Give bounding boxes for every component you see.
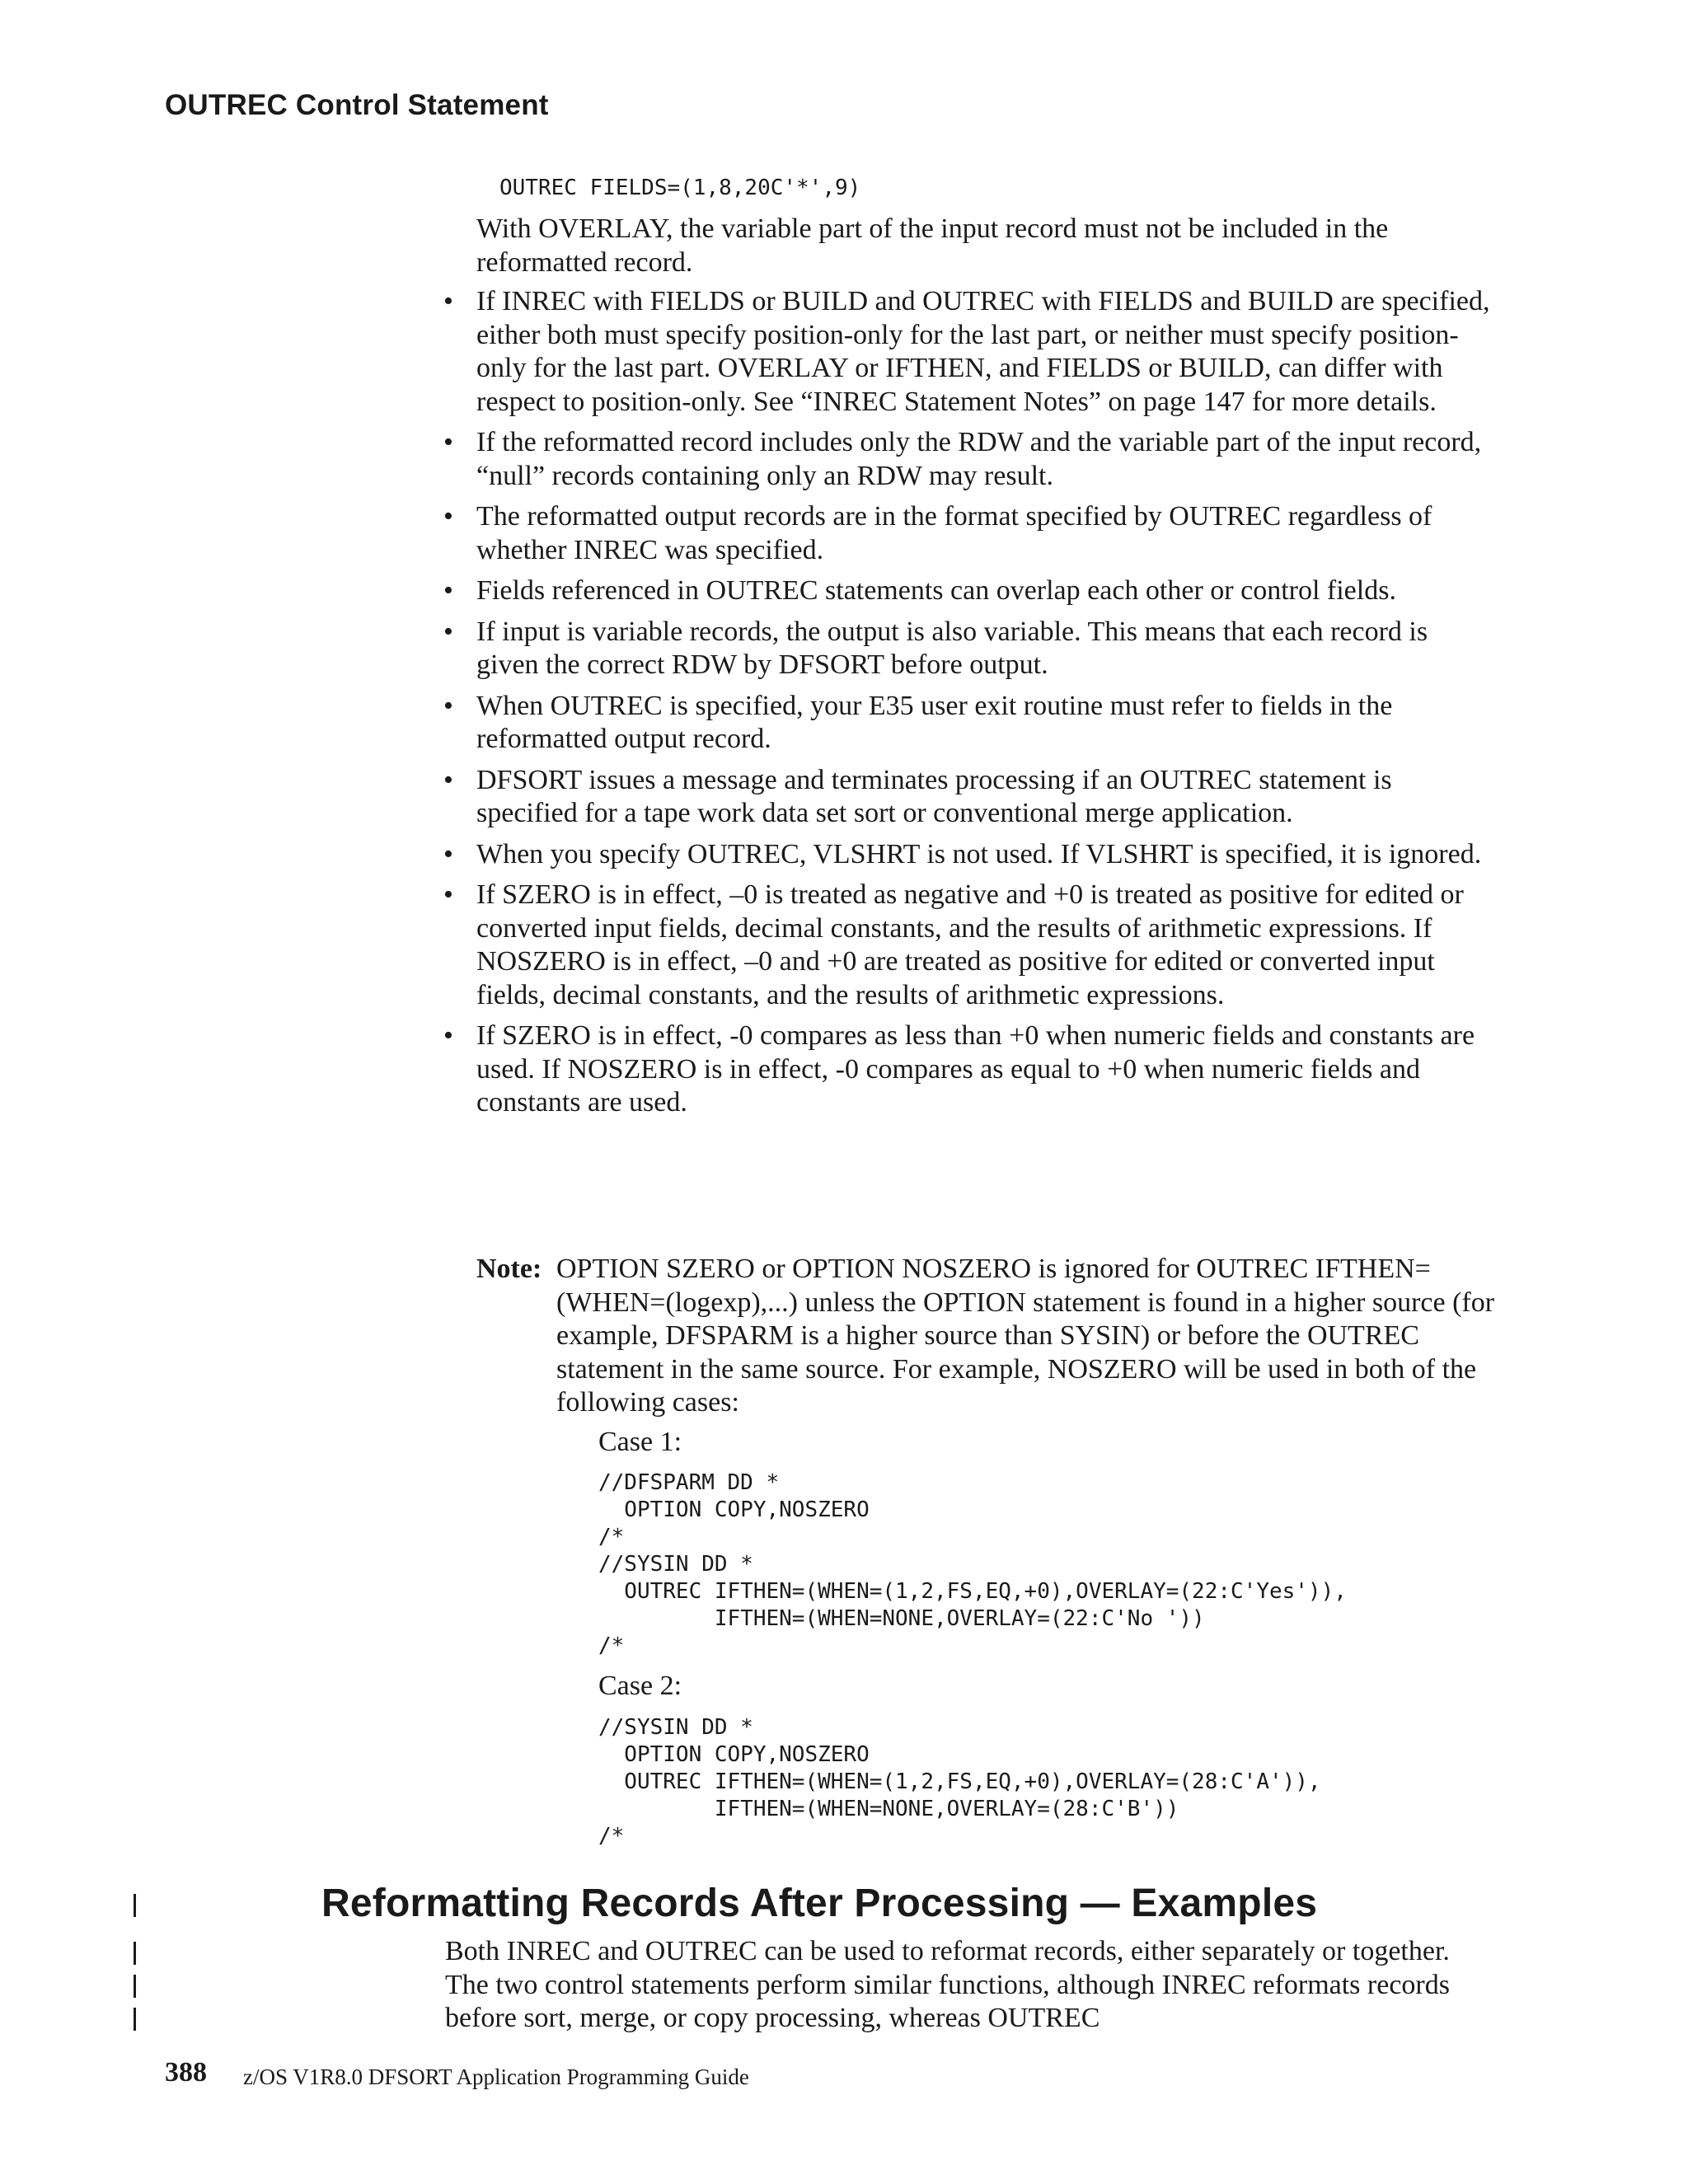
section-heading: Reformatting Records After Processing — Examples <box>321 1882 1318 1925</box>
bullet-symbol: • <box>443 1020 453 1051</box>
bullet-symbol: • <box>443 427 453 457</box>
bullet-symbol: • <box>443 764 453 795</box>
bullet-symbol: • <box>443 501 453 532</box>
case-1-code: //DFSPARM DD * OPTION COPY,NOSZERO /* //SYSIN DD * OUTREC IFTHEN=(WHEN=(1,2,FS,EQ,+0),OVERLAY=(22:C'Yes')), IFTHEN=(WHEN=NONE,OVERLAY=(22:C'No ')) /* <box>598 1470 1347 1658</box>
bullet-item <box>443 426 1490 493</box>
bullet-text: If SZERO is in effect, -0 compares as less than +0 when numeric fields and constants are used. If NOSZERO is in effect, -0 compares as equal to +0 when numeric fields and constants are used. <box>476 1020 1475 1118</box>
bullet-text: If the reformatted record includes only the RDW and the variable part of the input record, “null” records containing only an RDW may result. <box>476 427 1482 491</box>
case-2-label: Case 2: <box>598 1671 682 1701</box>
bullet-item <box>443 574 1490 608</box>
bullet-text: If SZERO is in effect, –0 is treated as negative and +0 is treated as positive for edited or converted input fields, decimal constants, and the results of arithmetic expressions. If NOSZERO is in effect, –0 and +0 are treated as positive for edited or converted input fields, decimal constants, and the results of arithmetic expressions. <box>476 879 1464 1010</box>
bullet-item <box>443 1019 1490 1120</box>
bullet-text: DFSORT issues a message and terminates processing if an OUTREC statement is specified for a tape work data set sort or conventional merge application. <box>476 764 1392 828</box>
bullet-item <box>443 838 1490 872</box>
note-text: OPTION SZERO or OPTION NOSZERO is ignored for OUTREC IFTHEN=(WHEN=(logexp),...) unless the OPTION statement is found in a higher source (for example, DFSPARM is a higher source than SYSIN) or before the OUTREC statement in the same source. For example, NOSZERO will be used in both of the following cases: <box>556 1254 1495 1418</box>
change-bar <box>134 1975 136 1998</box>
running-header: OUTREC Control Statement <box>165 89 549 121</box>
page-footer <box>165 2057 749 2089</box>
bullet-text: The reformatted output records are in the format specified by OUTREC regardless of whether INREC was specified. <box>476 501 1432 565</box>
bullet-text: When you specify OUTREC, VLSHRT is not used. If VLSHRT is specified, it is ignored. <box>476 838 1482 869</box>
case-1-label: Case 1: <box>598 1427 682 1457</box>
book-title: z/OS V1R8.0 DFSORT Application Programming Guide <box>243 2064 749 2089</box>
bullet-symbol: • <box>443 879 453 910</box>
bullet-item <box>443 690 1490 757</box>
note-label: Note: <box>476 1254 542 1284</box>
bullet-text: If INREC with FIELDS or BUILD and OUTREC with FIELDS and BUILD are specified, either both must specify position-only for the last part, or neither must specify position-only for the last part. OVERLAY or IFTHEN, and FIELDS or BUILD, can differ with respect to position-only. See “INREC Statement Notes” on page 147 for more details. <box>476 286 1490 417</box>
overlay-paragraph: With OVERLAY, the variable part of the input record must not be included in the reformatted record. <box>476 213 1389 278</box>
code-example-outrec-fields: OUTREC FIELDS=(1,8,20C'*',9) <box>499 176 861 200</box>
bullet-symbol: • <box>443 286 453 316</box>
bullet-symbol: • <box>443 838 453 869</box>
bullet-item <box>443 879 1490 1012</box>
bullet-symbol: • <box>443 616 453 647</box>
bullet-symbol: • <box>443 575 453 606</box>
bullet-item <box>443 285 1490 419</box>
change-bar <box>134 1942 136 1965</box>
change-bar <box>134 2008 136 2031</box>
bullet-symbol: • <box>443 690 453 721</box>
bullet-item <box>443 764 1490 831</box>
section-paragraph: Both INREC and OUTREC can be used to reformat records, either separately or together. The two control statements perform similar functions, although INREC reformats records before sort, merge, or copy processing, whereas OUTREC <box>445 1936 1450 2033</box>
case-2-code: //SYSIN DD * OPTION COPY,NOSZERO OUTREC IFTHEN=(WHEN=(1,2,FS,EQ,+0),OVERLAY=(28:C'A')), IFTHEN=(WHEN=NONE,OVERLAY=(28:C'B')) /* <box>598 1715 1321 1849</box>
bullet-item <box>443 616 1490 682</box>
bullet-text: If input is variable records, the output is also variable. This means that each record is given the correct RDW by DFSORT before output. <box>476 616 1428 680</box>
bullet-item <box>443 500 1490 567</box>
page-number: 388 <box>165 2057 207 2088</box>
notes-bullet-list <box>443 285 1490 1127</box>
bullet-text: Fields referenced in OUTREC statements can overlap each other or control fields. <box>476 575 1396 606</box>
bullet-text: When OUTREC is specified, your E35 user exit routine must refer to fields in the reformatted output record. <box>476 690 1393 754</box>
change-bar <box>134 1894 136 1917</box>
